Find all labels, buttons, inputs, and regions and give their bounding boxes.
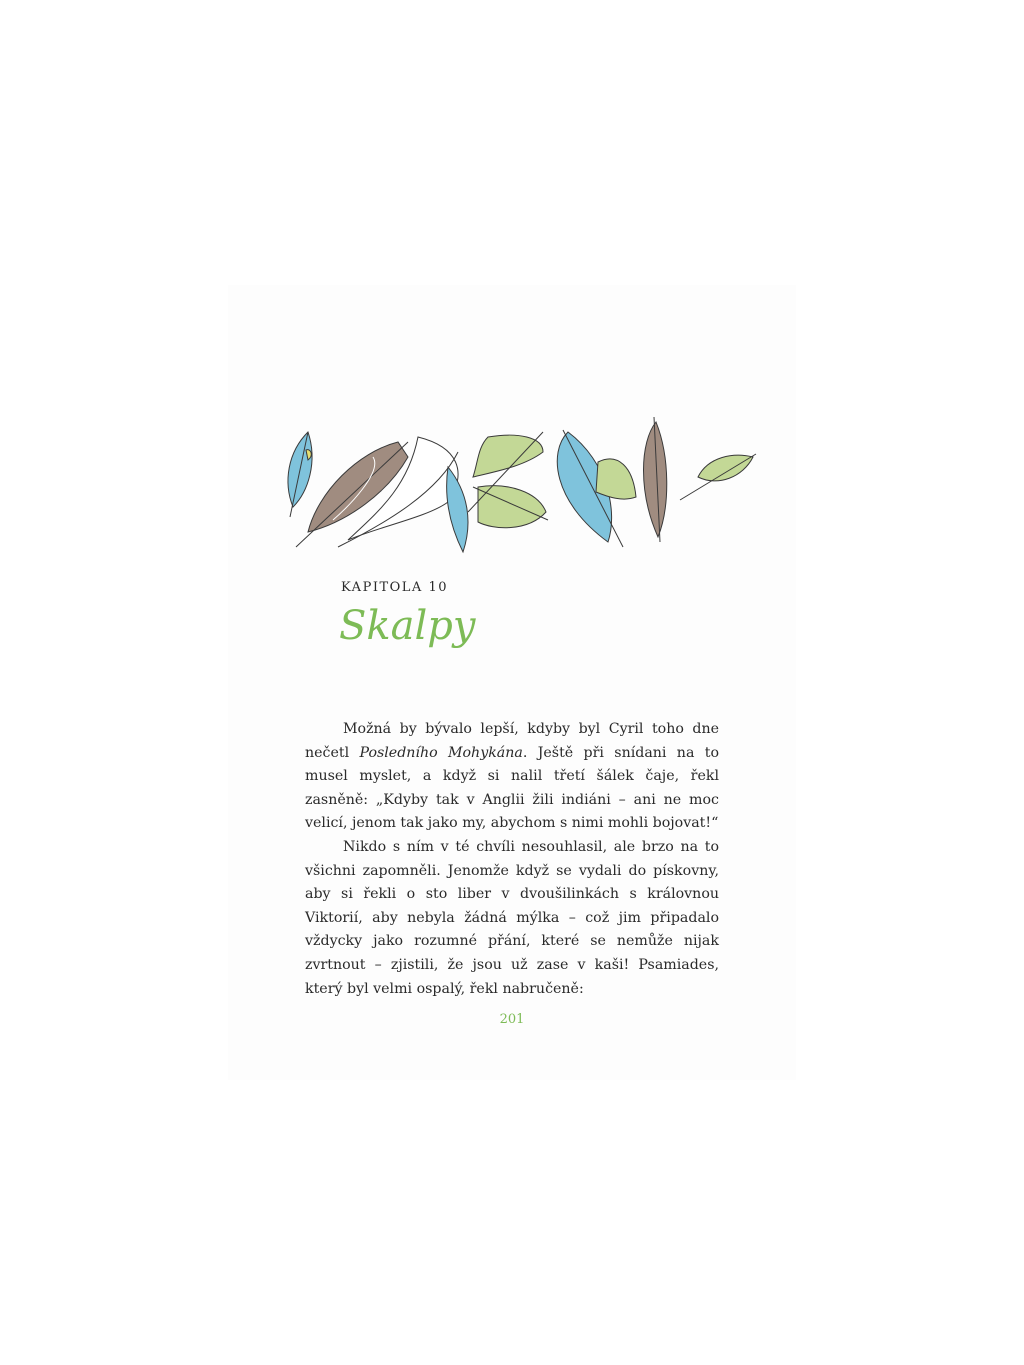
page-number: 201 xyxy=(499,1012,525,1027)
body-text xyxy=(305,718,719,1001)
chapter-label: KAPITOLA 10 xyxy=(341,580,448,595)
green-feather-icon xyxy=(468,432,548,528)
brown-feather-icon xyxy=(296,442,408,547)
paragraph: Nikdo s ním v té chvíli nesouhlasil, ale brzo na to všichni zapomněli. Jenomže když se vydali do pískovny, aby si řekli o sto liber v dvoušilinkách s královnou Viktorií, aby nebyla žádná mýlka – což jim připadalo vždycky jako rozumné přání, které se nemůže nijak zvrtnout – zjistili, že jsou už zase v kaši! Psamiades, který byl velmi ospalý, řekl nabručeně: xyxy=(305,838,719,997)
paragraph-text: . Ještě při snídani na to musel myslet, a když si nalil třetí šálek čaje, řekl zasněně: „Kdyby tak v Anglii žili indiáni – ani ne moc velicí, jenom tak jako my, abychom s nimi mohli bojovat!“ xyxy=(305,744,719,832)
feathers-illustration xyxy=(278,412,758,560)
brown-feather-icon xyxy=(644,417,667,542)
green-feather-icon xyxy=(680,454,756,500)
blue-feather-icon xyxy=(288,432,312,517)
book-title-italic: Posledního Mohykána xyxy=(359,744,523,761)
chapter-title: Skalpy xyxy=(339,603,476,649)
green-feather-icon xyxy=(596,459,636,499)
paragraph-text: Možná by bývalo lepší, kdyby byl Cyril toho dne nečetl xyxy=(305,721,719,761)
paragraph xyxy=(305,718,719,836)
